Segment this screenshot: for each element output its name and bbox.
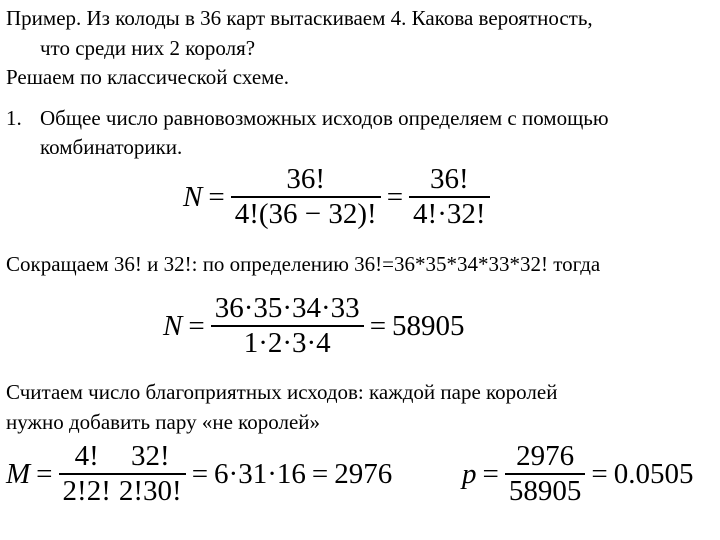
denominator: 2!30! [118, 475, 182, 507]
numerator: 36! [429, 163, 469, 195]
fraction [59, 440, 115, 508]
step-number: 1. [6, 106, 22, 130]
denominator: 4!(36 − 32)! [234, 198, 377, 230]
fraction [211, 292, 364, 360]
equals-sign: = [482, 457, 499, 490]
numerator: 36! [286, 163, 326, 195]
equals-sign: = [208, 180, 225, 213]
equals-sign: = [386, 180, 404, 213]
fraction [505, 440, 586, 508]
formula-variable: p [462, 457, 477, 490]
result-value: 0.0505 [613, 457, 694, 490]
equals-sign: = [191, 457, 209, 490]
denominator: 58905 [508, 475, 582, 507]
formula-probability [462, 440, 693, 508]
problem-statement-line-2: что среди них 2 короля? [40, 36, 256, 60]
fraction [115, 440, 186, 508]
equals-sign: = [591, 457, 608, 490]
step-text-line-2: комбинаторики. [40, 135, 183, 159]
result-value: 2976 [334, 457, 393, 490]
fraction [231, 163, 381, 231]
favorable-text-line-2: нужно добавить пару «не королей» [6, 410, 321, 434]
step-text-line-1: Общее число равновозможных исходов определяем с помощью [40, 106, 609, 130]
formula-favorable-outcomes [6, 440, 392, 508]
method-line: Решаем по классической схеме. [6, 65, 289, 89]
equals-sign: = [369, 309, 387, 342]
result-value: 58905 [392, 309, 465, 342]
denominator: 4!·32! [413, 198, 486, 230]
denominator: 2!2! [62, 475, 111, 507]
formula-variable: N [183, 180, 203, 213]
product-expression: 6·31·16 [214, 457, 306, 490]
fraction [409, 163, 489, 231]
equals-sign: = [188, 309, 205, 342]
formula-total-outcomes [183, 163, 490, 231]
problem-statement-line-1: Пример. Из колоды в 36 карт вытаскиваем 4. Какова вероятность, [6, 6, 593, 30]
formula-variable: N [163, 309, 183, 342]
equals-sign: = [311, 457, 329, 490]
denominator: 1·2·3·4 [243, 327, 331, 359]
reduction-text: Сокращаем 36! и 32!: по определению 36!=36*35*34*33*32! тогда [6, 252, 601, 276]
formula-total-outcomes-result [163, 292, 465, 360]
equals-sign: = [36, 457, 53, 490]
numerator: 2976 [516, 440, 575, 472]
numerator: 36·35·34·33 [214, 292, 360, 324]
numerator: 32! [130, 440, 170, 472]
favorable-text-line-1: Считаем число благоприятных исходов: каждой паре королей [6, 380, 558, 404]
formula-variable: M [6, 457, 31, 490]
numerator: 4! [74, 440, 99, 472]
